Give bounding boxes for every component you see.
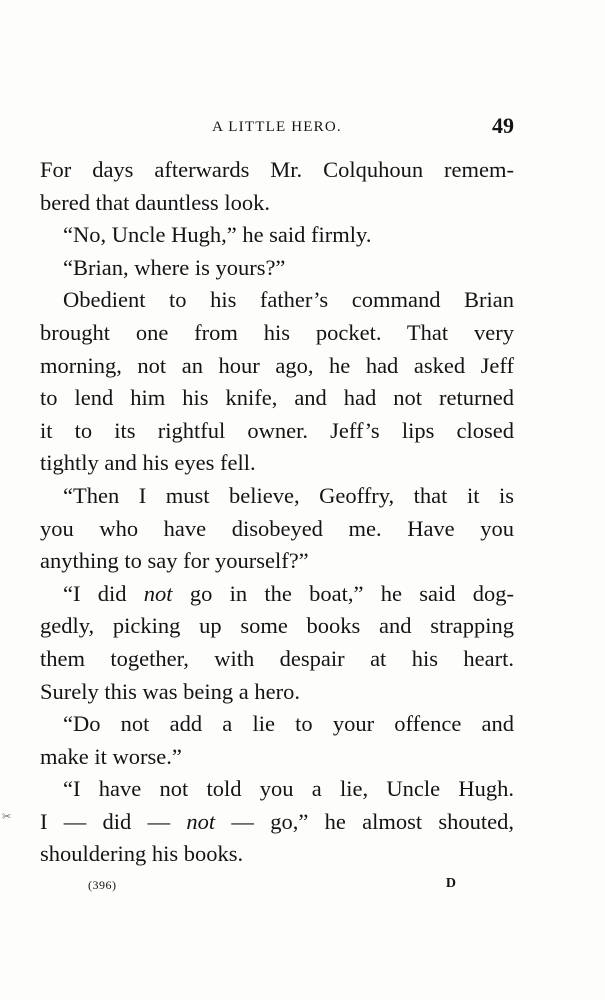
- text-line: [40, 806, 514, 839]
- italic-word: not: [186, 808, 216, 834]
- margin-mark-icon: ✂: [2, 811, 12, 823]
- text-segment: — go,” he almost shouted,: [231, 808, 515, 834]
- page-footer: [40, 876, 514, 898]
- signature-number: (396): [88, 878, 117, 892]
- text-line: “Brian, where is yours?”: [63, 254, 286, 280]
- text-line: you who have disobeyed me. Have you: [40, 515, 514, 541]
- italic-word: not: [143, 580, 173, 606]
- text-segment: I — did —: [40, 808, 171, 834]
- text-line: “I have not told you a lie, Uncle Hugh.: [63, 776, 514, 802]
- text-line: Obedient to his father’s command Brian: [63, 287, 514, 313]
- text-line: tightly and his eyes fell.: [40, 450, 256, 476]
- text-line: [40, 578, 514, 611]
- text-line: them together, with despair at his heart.: [40, 645, 514, 671]
- text-line: to lend him his knife, and had not returned: [40, 385, 514, 411]
- text-segment: go in the boat,” he said dog-: [189, 580, 515, 606]
- body-text: [40, 154, 514, 871]
- text-line: For days afterwards Mr. Colquhoun remem-: [40, 157, 514, 182]
- text-line: gedly, picking up some books and strapping: [40, 613, 514, 639]
- text-line: “Then I must believe, Geoffry, that it is: [63, 482, 514, 508]
- running-title: A LITTLE HERO.: [212, 119, 342, 135]
- text-line: morning, not an hour ago, he had asked Jeff: [40, 352, 514, 378]
- text-line: brought one from his pocket. That very: [40, 319, 514, 345]
- text-line: “No, Uncle Hugh,” he said firmly.: [63, 222, 372, 248]
- text-line: anything to say for yourself?”: [40, 548, 309, 574]
- running-head: [40, 113, 514, 143]
- text-segment: “I did: [63, 580, 127, 606]
- text-line: Surely this was being a hero.: [40, 678, 300, 704]
- text-line: make it worse.”: [40, 743, 182, 769]
- text-line: “Do not add a lie to your offence and: [63, 711, 514, 737]
- text-line: bered that dauntless look.: [40, 189, 270, 215]
- text-line: shouldering his books.: [40, 841, 244, 867]
- signature-letter: D: [445, 876, 456, 891]
- page-number: 49: [492, 113, 514, 138]
- text-line: it to its rightful owner. Jeff’s lips closed: [40, 417, 514, 443]
